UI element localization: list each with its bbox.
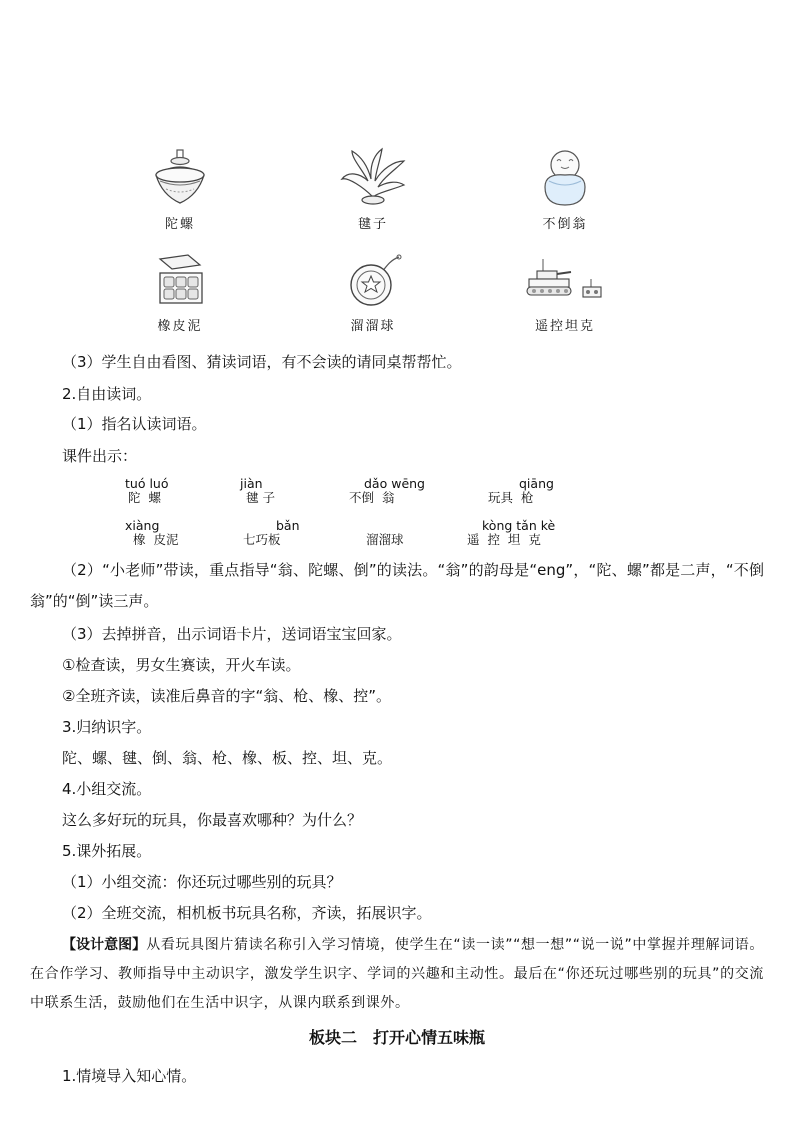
word: 七巧板 [243,532,281,547]
toy-name: 不倒翁 [542,217,588,232]
pinyin: kòng tǎn kè [482,518,556,533]
toy-card [125,147,235,232]
plasticine-box-icon [150,253,210,309]
toy-name: 陀螺 [164,217,195,232]
word: 不倒 翁 [349,490,395,505]
courseware-label: 课件出示： [62,447,138,465]
step-5-heading: 5.课外拓展。 [62,842,152,860]
word: 陀 螺 [128,490,161,505]
step-5-2: （2）全班交流，相机板书玩具名称，齐读，拓展识字。 [62,904,432,922]
tumbler-doll-icon [535,147,595,207]
pinyin: dǎo wēng [364,476,425,491]
pinyin: tuó luó [125,476,169,491]
toy-card [125,253,235,334]
discussion-question: 这么多好玩的玩具，你最喜欢哪种？为什么？ [62,811,363,829]
step-2-1: （1）指名认读词语。 [62,415,207,433]
design-intent-body: 从看玩具图片猜读名称引入学习情境，使学生在“读一读”“想一想”“说一说”中掌握并理解词语。在合作学习、教师指导中主动识字，激发学生识字、学词的兴趣和主动性。最后在“你还玩过哪些别的玩具”的交流中联系生活，鼓励他们在生活中识字，从课内联系到课外。 [30,937,765,1011]
pinyin: qiāng [519,476,554,491]
spinning-top-icon [150,147,210,207]
toy-name: 溜溜球 [350,319,396,334]
word: 毽 子 [246,490,275,505]
toy-name: 遥控坦克 [534,319,595,334]
step-3-heading: 3.归纳识字。 [62,718,152,736]
toy-card [510,147,620,232]
design-intent [30,931,764,1018]
word: 溜溜球 [366,532,404,547]
shuttlecock-icon [338,147,408,207]
step-2-heading: 2.自由读词。 [62,385,152,403]
step-next: 1.情境导入知心情。 [62,1067,197,1085]
word: 橡 皮泥 [133,532,179,547]
step-1-3: （3）学生自由看图、猜读词语，有不会读的请同桌帮帮忙。 [62,353,462,371]
toy-card [318,253,428,334]
toy-name: 毽子 [357,217,388,232]
section-title: 板块二 打开心情五味瓶 [308,1028,485,1047]
toy-card [318,147,428,232]
yoyo-icon [343,253,403,309]
pinyin: jiàn [240,476,263,491]
toy-card [510,253,620,334]
toy-name: 橡皮泥 [157,319,203,334]
step-4-heading: 4.小组交流。 [62,780,152,798]
step-2-3b: ②全班齐读，读准后鼻音的字“翁、枪、橡、控”。 [62,687,391,705]
step-2-3: （3）去掉拼音，出示词语卡片，送词语宝宝回家。 [62,625,402,643]
word: 遥 控 坦 克 [467,532,541,547]
step-2-3a: ①检查读，男女生赛读，开火车读。 [62,656,301,674]
word: 玩具 枪 [488,490,534,505]
rc-tank-icon [525,253,605,309]
step-2-2: （2）“小老师”带读，重点指导“翁、陀螺、倒”的读法。“翁”的韵母是“eng”，“陀、螺”都是二声，“不倒翁”的“倒”读三声。 [30,561,764,610]
char-list: 陀、螺、毽、倒、翁、枪、橡、板、控、坦、克。 [62,749,393,767]
pinyin: xiàng [125,518,160,533]
step-5-1: （1）小组交流：你还玩过哪些别的玩具？ [62,873,342,891]
design-intent-label: 【设计意图】 [62,937,147,953]
pinyin: bǎn [276,518,300,533]
